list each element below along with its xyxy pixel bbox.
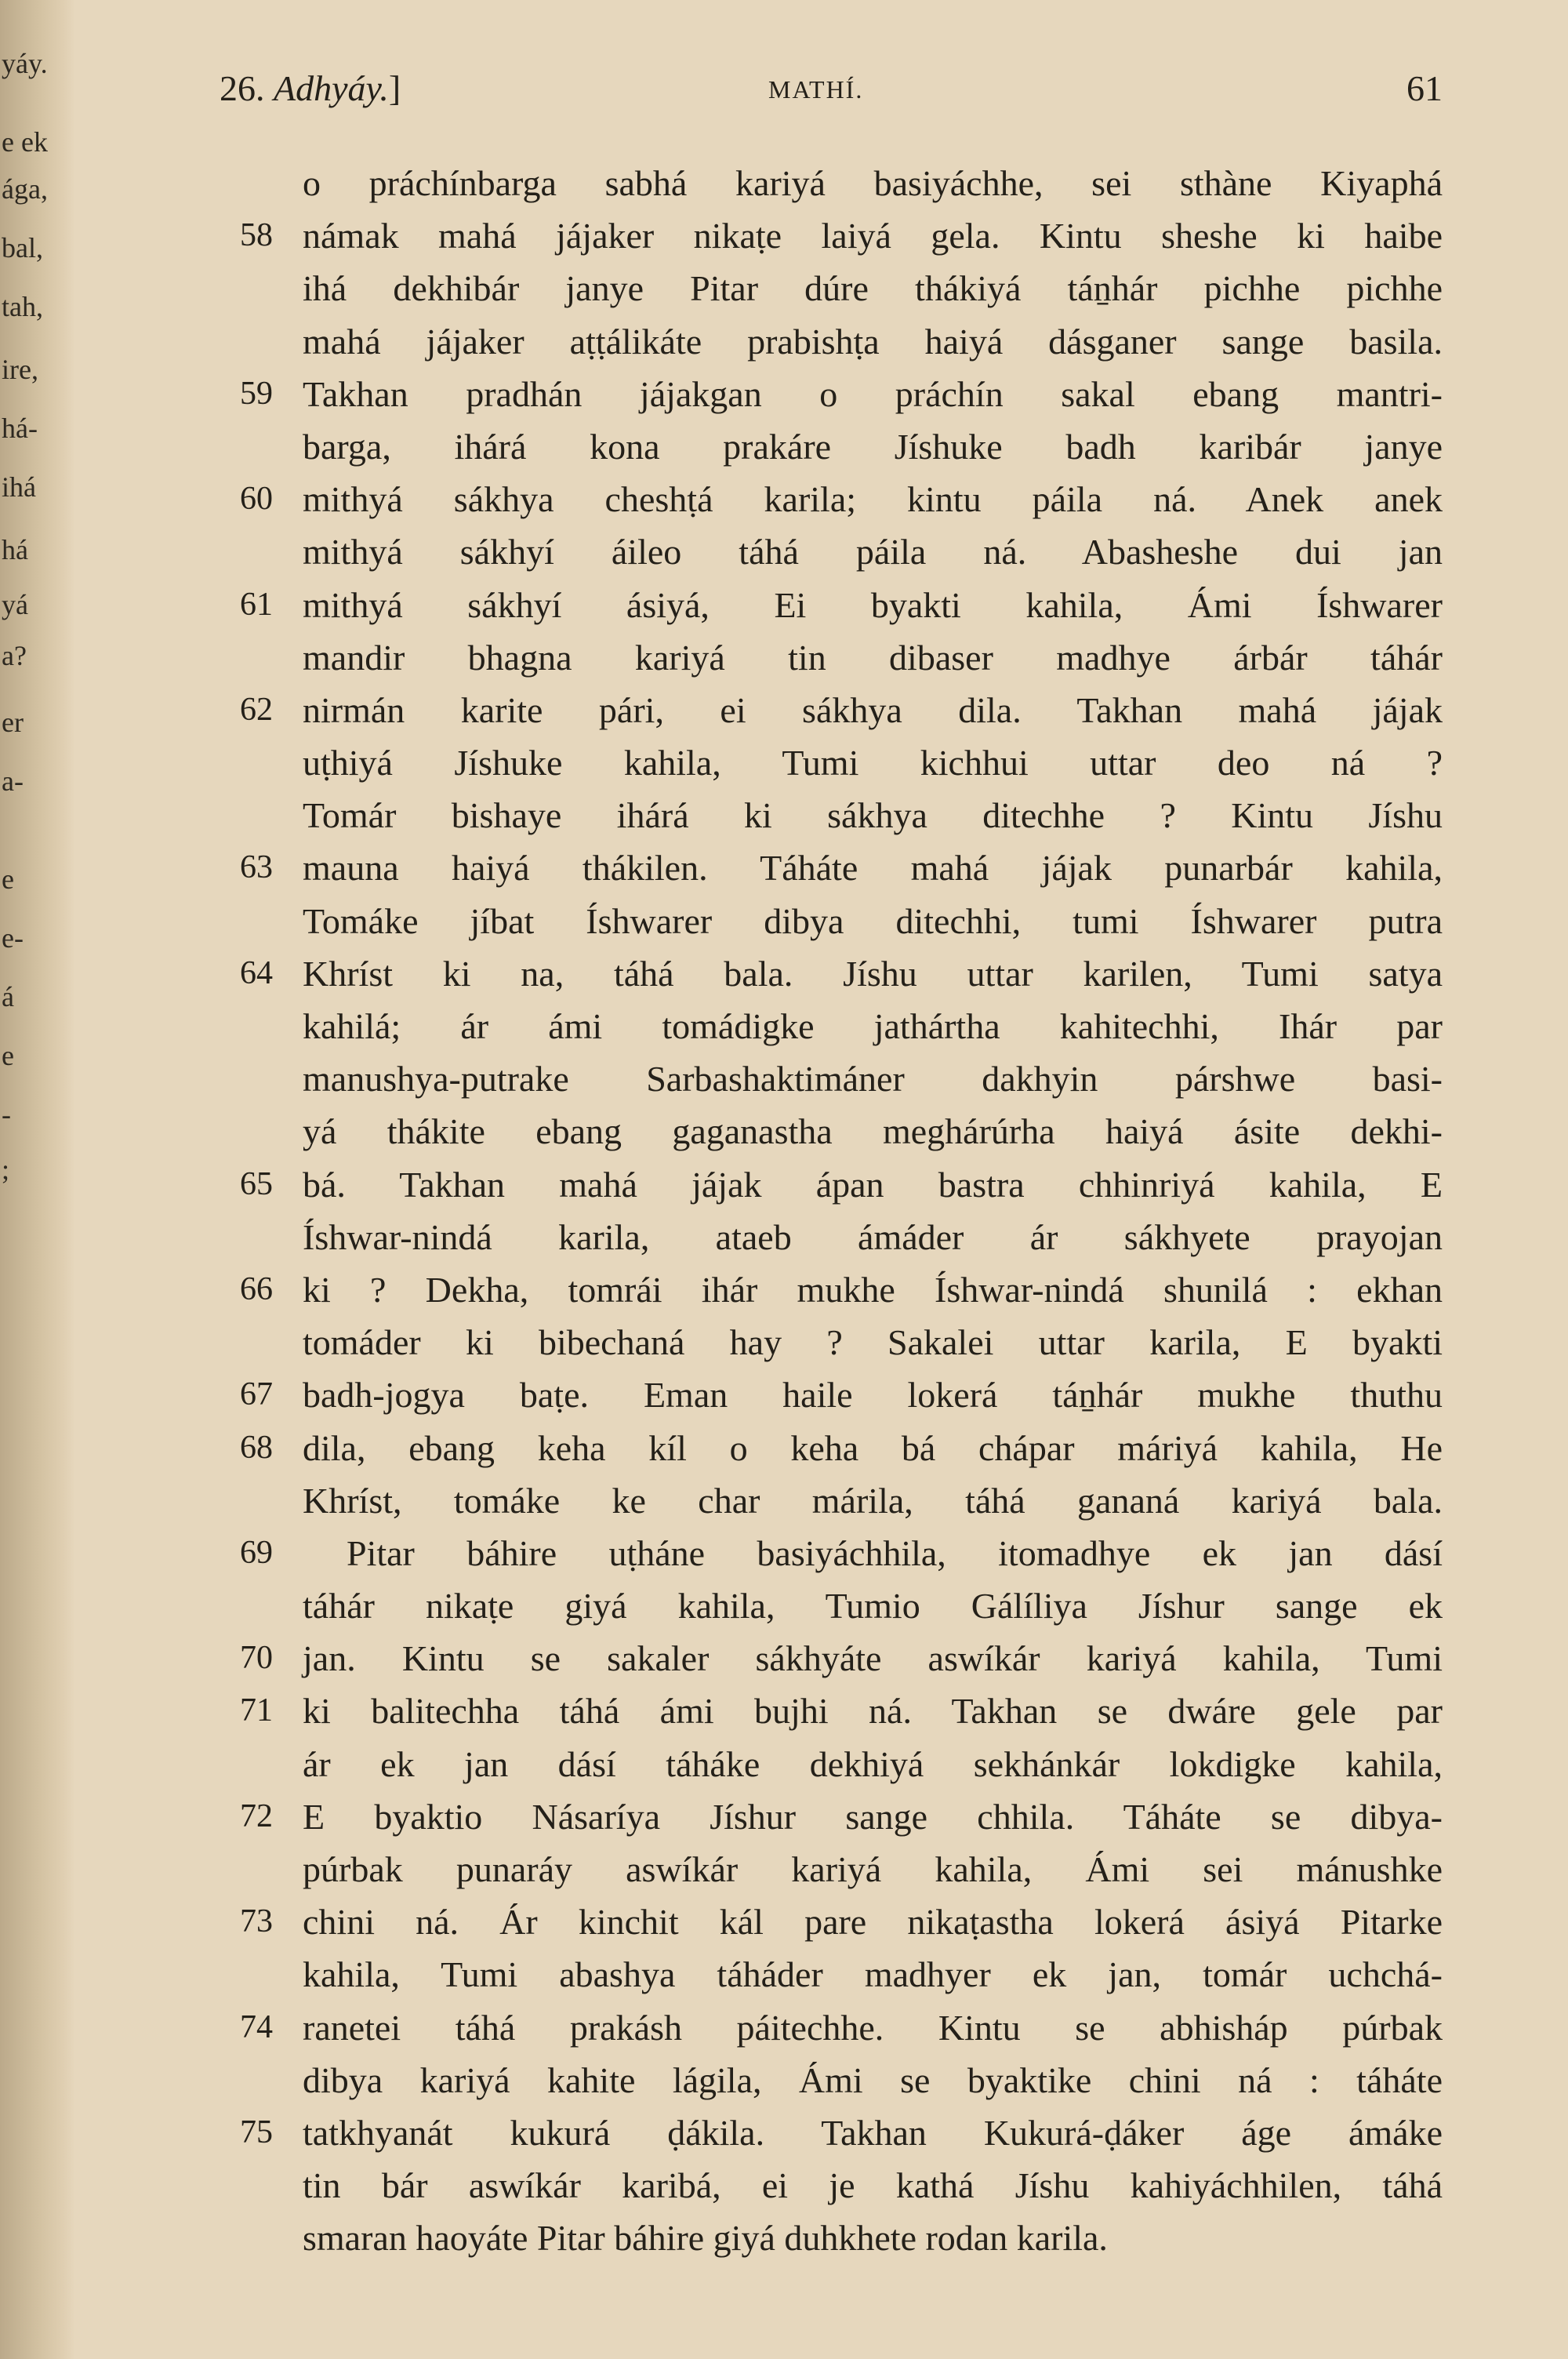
text-line (232, 1263, 1443, 1316)
margin-fragment: e (2, 863, 14, 895)
line-text: barga, ihárá kona prakáre Jíshuke badh karibár janye (303, 426, 1443, 467)
text-line (232, 1896, 1443, 1948)
margin-fragment: ; (2, 1154, 10, 1185)
line-text: dibya kariyá kahite lágila, Ámi se byaktike chini ná : táháte (303, 2059, 1443, 2100)
text-line (232, 209, 1443, 262)
margin-fragment: a? (2, 640, 27, 671)
margin-fragment: há (2, 534, 28, 565)
margin-fragment: e (2, 1040, 14, 1071)
line-text: Tomáke jíbat Íshwarer dibya ditechhi, tumi Íshwarer putra (303, 900, 1443, 941)
text-line (232, 1474, 1443, 1527)
verse-number: 61 (240, 586, 273, 623)
verse-number: 64 (240, 954, 273, 991)
line-text: dila, ebang keha kíl o keha bá chápar máriyá kahila, He (303, 1427, 1443, 1468)
text-line (232, 1790, 1443, 1843)
verse-number: 73 (240, 1903, 273, 1940)
text-line (232, 2159, 1443, 2212)
scripture-text (232, 157, 1443, 2265)
text-line (232, 473, 1443, 525)
text-line (232, 1738, 1443, 1790)
text-line (232, 2106, 1443, 2159)
verse-number: 58 (240, 217, 273, 254)
book-title: MATHÍ. (768, 75, 864, 104)
text-line (232, 1158, 1443, 1211)
line-text: o práchínbarga sabhá kariyá basiyáchhe, sei sthàne Kiyaphá (303, 163, 1443, 203)
margin-fragment: e ek (2, 126, 48, 158)
verse-number: 62 (240, 691, 273, 728)
text-line (232, 1527, 1443, 1579)
line-text: kahilá; ár ámi tomádigke jathártha kahitechhi, Ihár par (303, 1006, 1443, 1046)
text-line (232, 947, 1443, 1000)
text-line (232, 631, 1443, 684)
line-text: jan. Kintu se sakaler sákhyáte aswíkár kariyá kahila, Tumi (303, 1638, 1443, 1679)
line-text: uṭhiyá Jíshuke kahila, Tumi kichhui uttar deo ná ? (303, 743, 1443, 783)
margin-fragment: há- (2, 413, 38, 444)
margin-fragment: yá (2, 589, 28, 620)
verse-number: 60 (240, 481, 273, 518)
line-text: ki balitechha táhá ámi bujhi ná. Takhan se dwáre gele par (303, 1691, 1443, 1732)
line-text: ár ek jan dásí táháke dekhiyá sekhánkár lokdigke kahila, (303, 1743, 1443, 1784)
margin-fragment: er (2, 707, 24, 738)
text-line (232, 525, 1443, 578)
text-line (232, 841, 1443, 894)
line-text: ihá dekhibár janye Pitar dúre thákiyá táṉhár pichhe pichhe (303, 268, 1443, 309)
line-text: mithyá sákhyí áileo táhá páila ná. Abasheshe dui jan (303, 532, 1443, 572)
text-line (232, 368, 1443, 420)
margin-fragment: a- (2, 765, 24, 797)
text-line (232, 1316, 1443, 1369)
verse-number: 66 (240, 1270, 273, 1307)
margin-fragment: ire, (2, 354, 38, 385)
text-line (232, 315, 1443, 368)
verse-number: 74 (240, 2008, 273, 2045)
text-line (232, 789, 1443, 841)
line-text: bá. Takhan mahá jájak ápan bastra chhinriyá kahila, E (303, 1164, 1443, 1205)
text-line (232, 2001, 1443, 2054)
line-text: ranetei táhá prakásh páitechhe. Kintu se abhisháp púrbak (303, 2007, 1443, 2048)
margin-fragment: ága, (2, 173, 48, 205)
text-line (232, 1579, 1443, 1632)
line-text: mandir bhagna kariyá tin dibaser madhye árbár táhár (303, 637, 1443, 678)
text-line (232, 736, 1443, 789)
line-text: tin bár aswíkár karibá, ei je kathá Jíshu kahiyáchhilen, táhá (303, 2165, 1443, 2206)
line-text: yá thákite ebang gaganastha meghárúrha haiyá ásite dekhi- (303, 1111, 1443, 1152)
text-line (232, 579, 1443, 631)
text-line (232, 1369, 1443, 1421)
text-line (232, 1000, 1443, 1052)
line-text: chini ná. Ár kinchit kál pare nikaṭastha lokerá ásiyá Pitarke (303, 1902, 1443, 1943)
margin-fragment: ihá (2, 471, 36, 503)
line-text: mithyá sákhyí ásiyá, Ei byakti kahila, Ámi Íshwarer (303, 584, 1443, 625)
text-line (232, 1422, 1443, 1474)
margin-fragment: á (2, 981, 14, 1012)
text-line (232, 157, 1443, 209)
verse-number: 70 (240, 1640, 273, 1677)
line-text: táhár nikaṭe giyá kahila, Tumio Gálíliya Jíshur sange ek (303, 1586, 1443, 1627)
text-line (232, 684, 1443, 736)
text-line (232, 1632, 1443, 1685)
chapter-heading: 26. Adhyáy.] (220, 68, 401, 108)
verse-number: 67 (240, 1376, 273, 1413)
line-text: námak mahá jájaker nikaṭe laiyá gela. Kintu sheshe ki haibe (303, 216, 1443, 256)
line-text: mithyá sákhya cheshṭá karila; kintu páila ná. Anek anek (303, 479, 1443, 520)
text-line (232, 420, 1443, 473)
margin-fragment: e- (2, 922, 24, 954)
margin-fragment: - (2, 1099, 11, 1130)
line-text: manushya-putrake Sarbashaktimáner dakhyin párshwe basi- (303, 1059, 1443, 1100)
line-text: nirmán karite pári, ei sákhya dila. Takhan mahá jájak (303, 689, 1443, 730)
text-line (232, 2212, 1443, 2264)
line-text: badh-jogya baṭe. Eman haile lokerá táṉhár mukhe thuthu (303, 1375, 1443, 1416)
line-text: Tomár bishaye ihárá ki sákhya ditechhe ? Kintu Jíshu (303, 795, 1443, 836)
text-line (232, 1052, 1443, 1105)
line-text: Khríst, tomáke ke char márila, táhá gananá kariyá bala. (303, 1480, 1443, 1521)
verse-number: 65 (240, 1165, 273, 1202)
line-text: Íshwar-nindá karila, ataeb ámáder ár sákhyete prayojan (303, 1216, 1443, 1257)
page-number: 61 (1406, 68, 1443, 108)
text-line (232, 895, 1443, 947)
verse-number: 69 (240, 1534, 273, 1571)
verse-number: 59 (240, 375, 273, 412)
verse-number: 68 (240, 1429, 273, 1466)
text-line (232, 1685, 1443, 1737)
line-text: Khríst ki na, táhá bala. Jíshu uttar karilen, Tumi satya (303, 953, 1443, 994)
text-line (232, 262, 1443, 314)
line-text: tatkhyanát kukurá ḍákila. Takhan Kukurá-ḍáker áge ámáke (303, 2112, 1443, 2153)
margin-fragment: tah, (2, 291, 43, 322)
line-text: ki ? Dekha, tomrái ihár mukhe Íshwar-nindá shunilá : ekhan (303, 1269, 1443, 1310)
text-line (232, 1211, 1443, 1263)
verse-number: 72 (240, 1797, 273, 1834)
verse-number: 63 (240, 849, 273, 886)
margin-fragment: yáy. (2, 48, 48, 79)
line-text: tomáder ki bibechaná hay ? Sakalei uttar karila, E byakti (303, 1322, 1443, 1363)
line-text: mauna haiyá thákilen. Táháte mahá jájak punarbár kahila, (303, 848, 1443, 889)
line-text: Pitar báhire uṭháne basiyáchhila, itomadhye ek jan dásí (347, 1532, 1443, 1573)
text-line (232, 1843, 1443, 1896)
text-line (232, 1948, 1443, 2001)
line-text: mahá jájaker aṭṭálikáte prabishṭa haiyá dásganer sange basila. (303, 321, 1443, 362)
margin-fragment: bal, (2, 232, 43, 264)
line-text: púrbak punaráy aswíkár kariyá kahila, Ámi sei mánushke (303, 1849, 1443, 1889)
line-text: kahila, Tumi abashya táháder madhyer ek jan, tomár uchchá- (303, 1954, 1443, 1995)
verse-number: 75 (240, 2114, 273, 2150)
line-text: E byaktio Násaríya Jíshur sange chhila. Táháte se dibya- (303, 1796, 1443, 1837)
line-text: Takhan pradhán jájakgan o práchín sakal ebang mantri- (303, 373, 1443, 414)
line-text: smaran haoyáte Pitar báhire giyá duhkhete rodan karila. (303, 2218, 1108, 2259)
text-line (232, 2054, 1443, 2106)
verse-number: 71 (240, 1692, 273, 1729)
previous-page-margin (0, 0, 75, 2359)
text-line (232, 1105, 1443, 1158)
running-header (220, 67, 1443, 114)
